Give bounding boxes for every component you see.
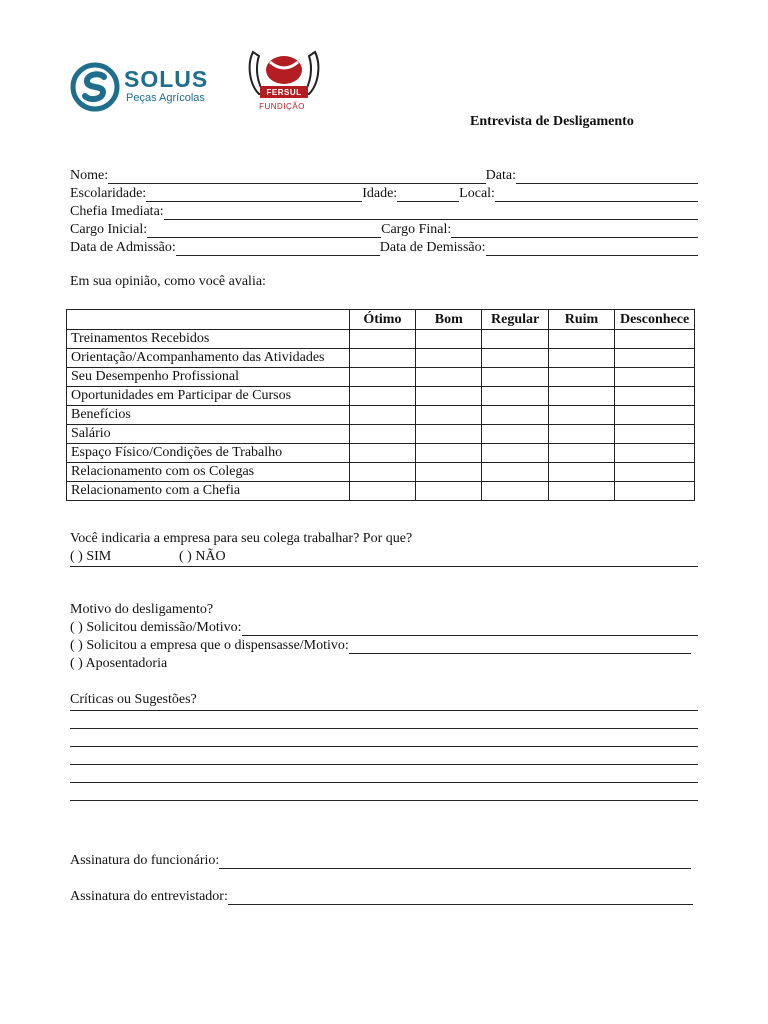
rating-cell[interactable]	[416, 406, 482, 425]
rating-cell[interactable]	[615, 444, 695, 463]
chefia-label: Chefia Imediata:	[70, 204, 164, 219]
rating-cell[interactable]	[482, 463, 548, 482]
rating-cell[interactable]	[349, 330, 415, 349]
rating-cell[interactable]	[349, 368, 415, 387]
data-label: Data:	[485, 168, 516, 183]
criticas-label: Críticas ou Sugestões?	[70, 692, 197, 707]
criticas-line[interactable]	[70, 728, 698, 729]
header-bom: Bom	[416, 310, 482, 330]
criticas-line[interactable]	[70, 782, 698, 783]
evaluation-table-body	[67, 330, 695, 501]
rating-cell[interactable]	[482, 406, 548, 425]
recommend-question: Você indicaria a empresa para seu colega trabalhar? Por que?	[70, 531, 413, 546]
rating-cell[interactable]	[416, 482, 482, 501]
recommend-nao-option[interactable]: ( ) NÃO	[179, 549, 226, 564]
nome-field[interactable]	[108, 169, 486, 184]
rating-cell[interactable]	[548, 368, 614, 387]
rating-cell[interactable]	[482, 482, 548, 501]
rating-cell[interactable]	[615, 425, 695, 444]
rating-cell[interactable]	[548, 330, 614, 349]
nome-line	[70, 166, 698, 184]
rating-cell[interactable]	[482, 330, 548, 349]
rating-cell[interactable]	[349, 406, 415, 425]
motivo-question: Motivo do desligamento?	[70, 602, 214, 617]
motivo-opt1[interactable]: ( ) Solicitou demissão/Motivo:	[70, 620, 242, 635]
admissao-field[interactable]	[176, 241, 380, 256]
assinatura-entrevistador-label: Assinatura do entrevistador:	[70, 889, 228, 904]
table-row	[67, 330, 695, 349]
assinatura-entrevistador-field[interactable]	[228, 890, 693, 905]
demissao-label: Data de Demissão:	[379, 240, 486, 255]
motivo-opt1-field[interactable]	[242, 621, 699, 636]
criticas-line[interactable]	[70, 800, 698, 801]
fersul-logo	[245, 44, 323, 114]
assinatura-funcionario-field[interactable]	[219, 854, 691, 869]
motivo-opt2[interactable]: ( ) Solicitou a empresa que o dispensasse/Motivo:	[70, 638, 349, 653]
rating-cell[interactable]	[416, 349, 482, 368]
page-title: Entrevista de Desligamento	[470, 114, 634, 129]
rating-cell[interactable]	[548, 463, 614, 482]
rating-cell[interactable]	[482, 349, 548, 368]
criterion-label: Benefícios	[67, 406, 350, 425]
cargo-final-label: Cargo Final:	[381, 222, 452, 237]
table-row	[67, 482, 695, 501]
table-row	[67, 463, 695, 482]
motivo-opt2-field[interactable]	[349, 639, 691, 654]
assinatura-entrevistador-line	[70, 887, 693, 905]
criticas-line[interactable]	[70, 746, 698, 747]
rating-cell[interactable]	[615, 330, 695, 349]
rating-cell[interactable]	[482, 368, 548, 387]
rating-cell[interactable]	[349, 444, 415, 463]
rating-cell[interactable]	[349, 349, 415, 368]
criterion-label: Salário	[67, 425, 350, 444]
table-row	[67, 368, 695, 387]
criticas-line[interactable]	[70, 764, 698, 765]
table-row	[67, 425, 695, 444]
rating-cell[interactable]	[548, 349, 614, 368]
rating-cell[interactable]	[416, 330, 482, 349]
rating-cell[interactable]	[416, 368, 482, 387]
rating-cell[interactable]	[349, 425, 415, 444]
rating-cell[interactable]	[548, 387, 614, 406]
criterion-label: Seu Desempenho Profissional	[67, 368, 350, 387]
criterion-label: Espaço Físico/Condições de Trabalho	[67, 444, 350, 463]
rating-cell[interactable]	[482, 387, 548, 406]
rating-cell[interactable]	[548, 425, 614, 444]
escolaridade-label: Escolaridade:	[70, 186, 147, 201]
rating-cell[interactable]	[615, 482, 695, 501]
evaluation-table	[66, 309, 695, 501]
rating-cell[interactable]	[615, 368, 695, 387]
recommend-sim-option[interactable]: ( ) SIM	[70, 549, 112, 564]
rating-cell[interactable]	[615, 463, 695, 482]
demissao-field[interactable]	[486, 241, 698, 256]
rating-cell[interactable]	[548, 482, 614, 501]
escolaridade-field[interactable]	[146, 187, 362, 202]
criterion-label: Oportunidades em Participar de Cursos	[67, 387, 350, 406]
table-header-row	[67, 310, 695, 330]
criterion-label: Orientação/Acompanhamento das Atividades	[67, 349, 350, 368]
header-regular: Regular	[482, 310, 548, 330]
motivo-opt2-line	[70, 636, 691, 654]
cargo-final-field[interactable]	[451, 223, 698, 238]
table-row	[67, 349, 695, 368]
cargo-inicial-field[interactable]	[147, 223, 381, 238]
fersul-logo-name: FERSUL	[266, 88, 302, 97]
criticas-line[interactable]	[70, 710, 698, 711]
table-row	[67, 406, 695, 425]
escolaridade-line	[70, 184, 698, 202]
idade-field[interactable]	[397, 187, 459, 202]
rating-cell[interactable]	[416, 444, 482, 463]
motivo-opt1-line	[70, 618, 698, 636]
table-row	[67, 444, 695, 463]
rating-cell[interactable]	[416, 463, 482, 482]
motivo-opt3[interactable]: ( ) Aposentadoria	[70, 656, 168, 671]
solus-logo	[70, 62, 212, 114]
rating-cell[interactable]	[548, 406, 614, 425]
assinatura-funcionario-line	[70, 851, 691, 869]
solus-logo-subtitle: Peças Agrícolas	[126, 92, 205, 104]
rating-cell[interactable]	[615, 406, 695, 425]
chefia-field[interactable]	[164, 205, 698, 220]
solus-emblem-icon	[70, 62, 120, 112]
chefia-line	[70, 202, 698, 220]
rating-cell[interactable]	[615, 349, 695, 368]
header-blank	[67, 310, 350, 330]
recommend-answer-line[interactable]	[70, 566, 698, 567]
criterion-label: Treinamentos Recebidos	[67, 330, 350, 349]
rating-cell[interactable]	[349, 482, 415, 501]
datas-line	[70, 238, 698, 256]
rating-cell[interactable]	[349, 387, 415, 406]
local-label: Local:	[459, 186, 495, 201]
nome-label: Nome:	[70, 168, 109, 183]
admissao-label: Data de Admissão:	[70, 240, 176, 255]
rating-cell[interactable]	[482, 444, 548, 463]
rating-cell[interactable]	[416, 387, 482, 406]
fersul-logo-subtitle: FUNDIÇÃO	[259, 102, 305, 111]
header-ruim: Ruim	[548, 310, 614, 330]
idade-label: Idade:	[362, 186, 398, 201]
opinion-prompt: Em sua opinião, como você avalia:	[70, 274, 266, 289]
cargo-inicial-label: Cargo Inicial:	[70, 222, 148, 237]
criterion-label: Relacionamento com os Colegas	[67, 463, 350, 482]
data-field[interactable]	[516, 169, 698, 184]
criterion-label: Relacionamento com a Chefia	[67, 482, 350, 501]
header-otimo: Ótimo	[349, 310, 415, 330]
rating-cell[interactable]	[548, 444, 614, 463]
rating-cell[interactable]	[416, 425, 482, 444]
header-desconhece: Desconhece	[615, 310, 695, 330]
cargo-line	[70, 220, 698, 238]
table-row	[67, 387, 695, 406]
rating-cell[interactable]	[615, 387, 695, 406]
rating-cell[interactable]	[349, 463, 415, 482]
local-field[interactable]	[495, 187, 698, 202]
rating-cell[interactable]	[482, 425, 548, 444]
solus-logo-name: SOLUS	[124, 66, 209, 92]
assinatura-funcionario-label: Assinatura do funcionário:	[70, 853, 220, 868]
